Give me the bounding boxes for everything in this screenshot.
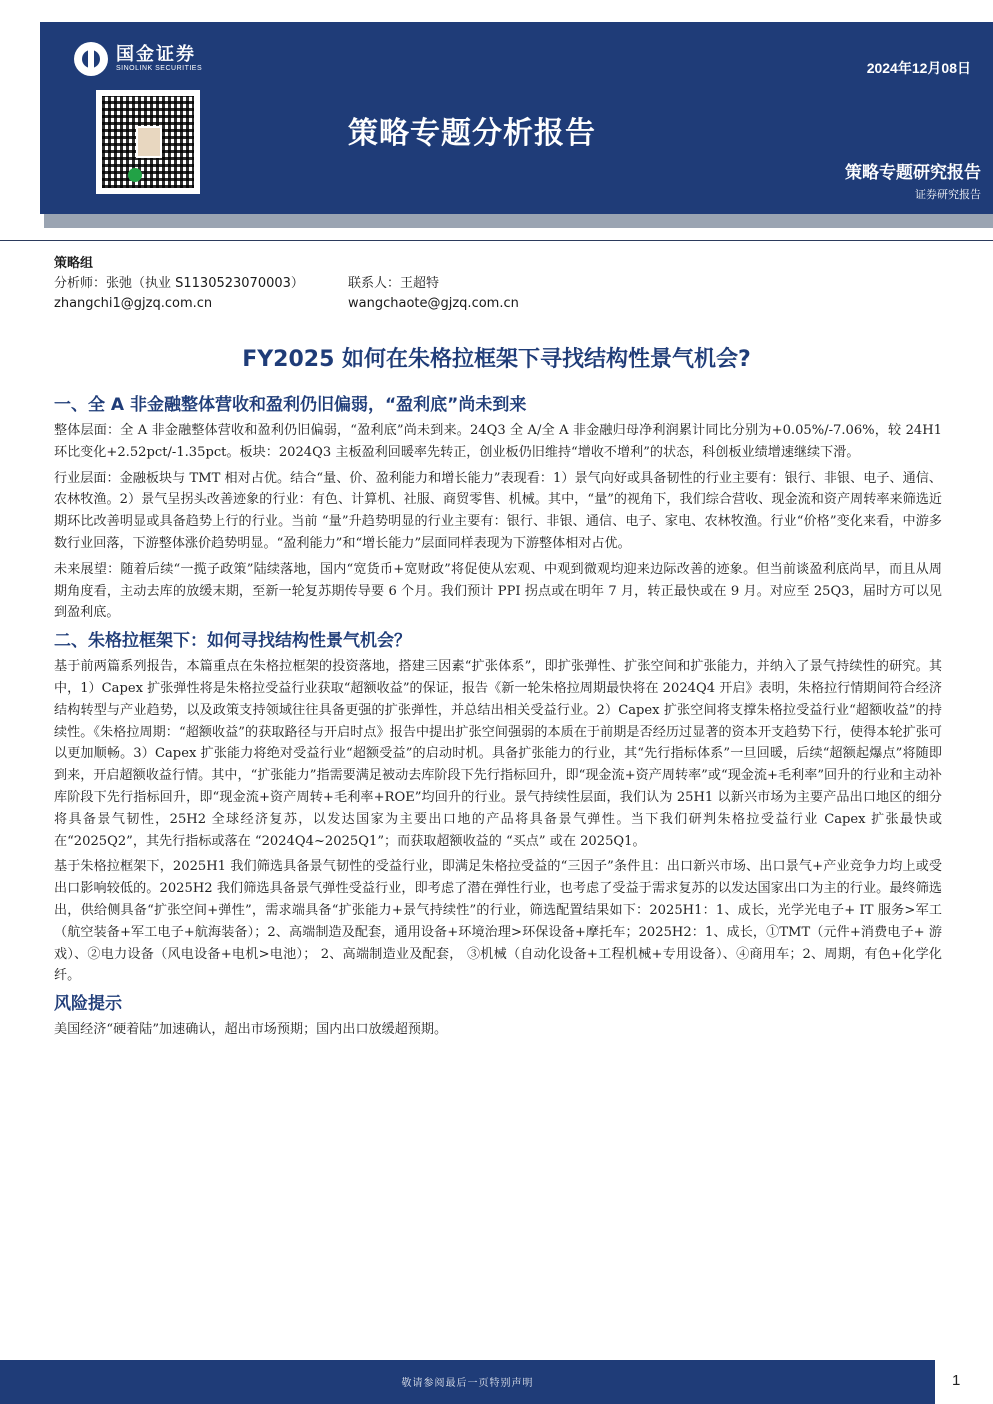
logo-en-text: SINOLINK SECURITIES [116, 65, 203, 73]
page-number: 1 [952, 1372, 961, 1389]
banner-title: 策略专题分析报告 [348, 116, 596, 151]
qr-code [96, 90, 200, 194]
analyst-block [54, 254, 954, 314]
report-type: 策略专题研究报告 [845, 163, 981, 183]
section-overview [54, 392, 942, 624]
report-body [54, 392, 942, 1045]
footer-disclaimer[interactable]: 敬请参阅最后一页特别声明 [401, 1378, 534, 1389]
report-subtype: 证券研究报告 [915, 188, 981, 201]
paragraph: 行业层面：金融板块与 TMT 相对占优。结合“量、价、盈利能力和增长能力”表现看：1）景气向好或具备韧性的行业主要有：银行、非银、电子、通信、农林牧渔。2）景气呈拐头改善迹象的行业：有色、计算机、社服、商贸零售、机械。其中，“量”的视角下，我们综合营收、现金流和资产周转率来筛选近期环比改善明显或具备趋势上行的行业。当前 “量”升趋势明显的行业主要有：银行、非银、通信、电子、家电、农林牧渔。行业“价格”变化来看，中游多数行业回落，下游整体涨价趋势明显。“盈利能力”和“增长能力”层面同样表现为下游整体相对占优。 [54, 470, 942, 551]
qr-center-logo-icon [136, 126, 162, 158]
company-logo [74, 42, 202, 76]
wechat-badge-icon [128, 168, 142, 182]
report-date: 2024年12月08日 [866, 60, 971, 76]
paragraph: 基于前两篇系列报告，本篇重点在朱格拉框架的投资落地，搭建三因素“扩张体系”，即扩张弹性、扩张空间和扩张能力，并纳入了景气持续性的研究。其中，1）Capex 扩张弹性将是朱格拉受益行业获取“超额收益”的保证，报告《新一轮朱格拉周期最快将在 2024Q4 开启》表明，朱格拉行情期间符合经济结构转型与产业趋势，以及政策支持领域往往具备更强的扩张弹性，并总结出相关受益行业。2）Capex 扩张空间将支撑朱格拉受益行业“超额收益”的持续性。《朱格拉周期：“超额收益”的获取路径与开启时点》报告中提出扩张空间强弱的本质在于前期是否经历过显著的资本开支趋势下行，使得本轮扩张可以更加顺畅。3）Capex 扩张能力将绝对受益行业“超额受益”的启动时机。具备扩张能力的行业，其“先行指标体系”一旦回暖，后续“超额起爆点”将随即到来，开启超额收益行情。其中，“扩张能力”指需要满足被动去库阶段下先行指标回升，即“现金流+资产周转率”或“现金流+毛利率”回升的行业和主动补库阶段下先行指标回升，即“现金流+资产周转+毛利率+ROE”均回升的行业。景气持续性层面，我们认为 25H1 以新兴市场为主要产品出口地区的细分将具备景气韧性，25H2 全球经济复苏，以发达国家为主要出口地的产品将具备景气弹性。当下我们研判朱格拉受益行业 Capex 扩张最快或在“2025Q2”，其先行指标或落在 “2024Q4~2025Q1”；而获取超额收益的 “买点” 或在 2025Q1。 [54, 659, 942, 849]
logo-cn-text: 国金证券 [116, 44, 196, 66]
paragraph: 未来展望：随着后续“一揽子政策”陆续落地，国内“宽货币+宽财政”将促使从宏观、中观到微观均迎来边际改善的迹象。但当前谈盈利底尚早，而且从周期角度看，主动去库的放缓末期，至新一轮复苏期传导要 6 个月。我们预计 PPI 拐点或在明年 7 月，转正最快或在 9 月。对应至 25Q3，届时方可以见到盈利底。 [54, 561, 942, 621]
paragraph: 基于朱格拉框架下，2025H1 我们筛选具备景气韧性的受益行业，即满足朱格拉受益的“三因子”条件且：出口新兴市场、出口景气+产业竞争力均上或受出口影响较低的。2025H2 我们筛选具备景气弹性受益行业，即考虑了潜在弹性行业，也考虑了受益于需求复苏的以发达国家出口为主的行业。最终筛选出，供给侧具备“扩张空间+弹性”，需求端具备“扩张能力+景气持续性”的行业，筛选配置结果如下：2025H1：1、成长，光学光电子+ IT 服务>军工（航空装备+军工电子+航海装备）；2、高端制造及配套，通用设备+环境治理>环保设备+摩托车；2025H2：1、成长，①TMT（元件+消费电子+ 游戏）、②电力设备（风电设备+电机>电池）； 2、高端制造业及配套， ③机械（自动化设备+工程机械+专用设备）、④商用车；2、周期，有色+化学化纤。 [54, 859, 942, 984]
section-heading: 一、全 A 非金融整体营收和盈利仍旧偏弱，“盈利底”尚未到来 [54, 395, 527, 415]
section-heading: 风险提示 [54, 994, 122, 1015]
section-risk [54, 991, 942, 1041]
paragraph: 整体层面：全 A 非金融整体营收和盈利仍旧偏弱，“盈利底”尚未到来。24Q3 全 A/全 A 非金融归母净利润累计同比分别为+0.05%/-7.06%，较 24H1 环比变化+2.52pct/-1.35pct。板块：2024Q3 主板盈利回暖率先转正，创业板仍旧维持“增收不增利”的状态，科创板业绩增速继续下滑。 [54, 423, 942, 460]
contact-email[interactable]: wangchaote@gjzq.com.cn [348, 296, 519, 311]
sinolink-logo-icon [74, 42, 108, 76]
analyst-email[interactable]: zhangchi1@gjzq.com.cn [54, 296, 213, 311]
report-title: FY2025 如何在朱格拉框架下寻找结构性景气机会? [242, 347, 751, 372]
paragraph: 美国经济“硬着陆”加速确认，超出市场预期；国内出口放缓超预期。 [54, 1022, 448, 1038]
contact-name: 联系人：王超特 [348, 276, 440, 291]
header-divider [0, 240, 993, 241]
analyst-name: 分析师：张弛（执业 S1130523070003） [54, 276, 304, 291]
report-banner [40, 22, 993, 214]
section-juglar [54, 628, 942, 987]
section-heading: 二、朱格拉框架下：如何寻找结构性景气机会？ [54, 631, 411, 652]
team-name: 策略组 [54, 256, 94, 271]
